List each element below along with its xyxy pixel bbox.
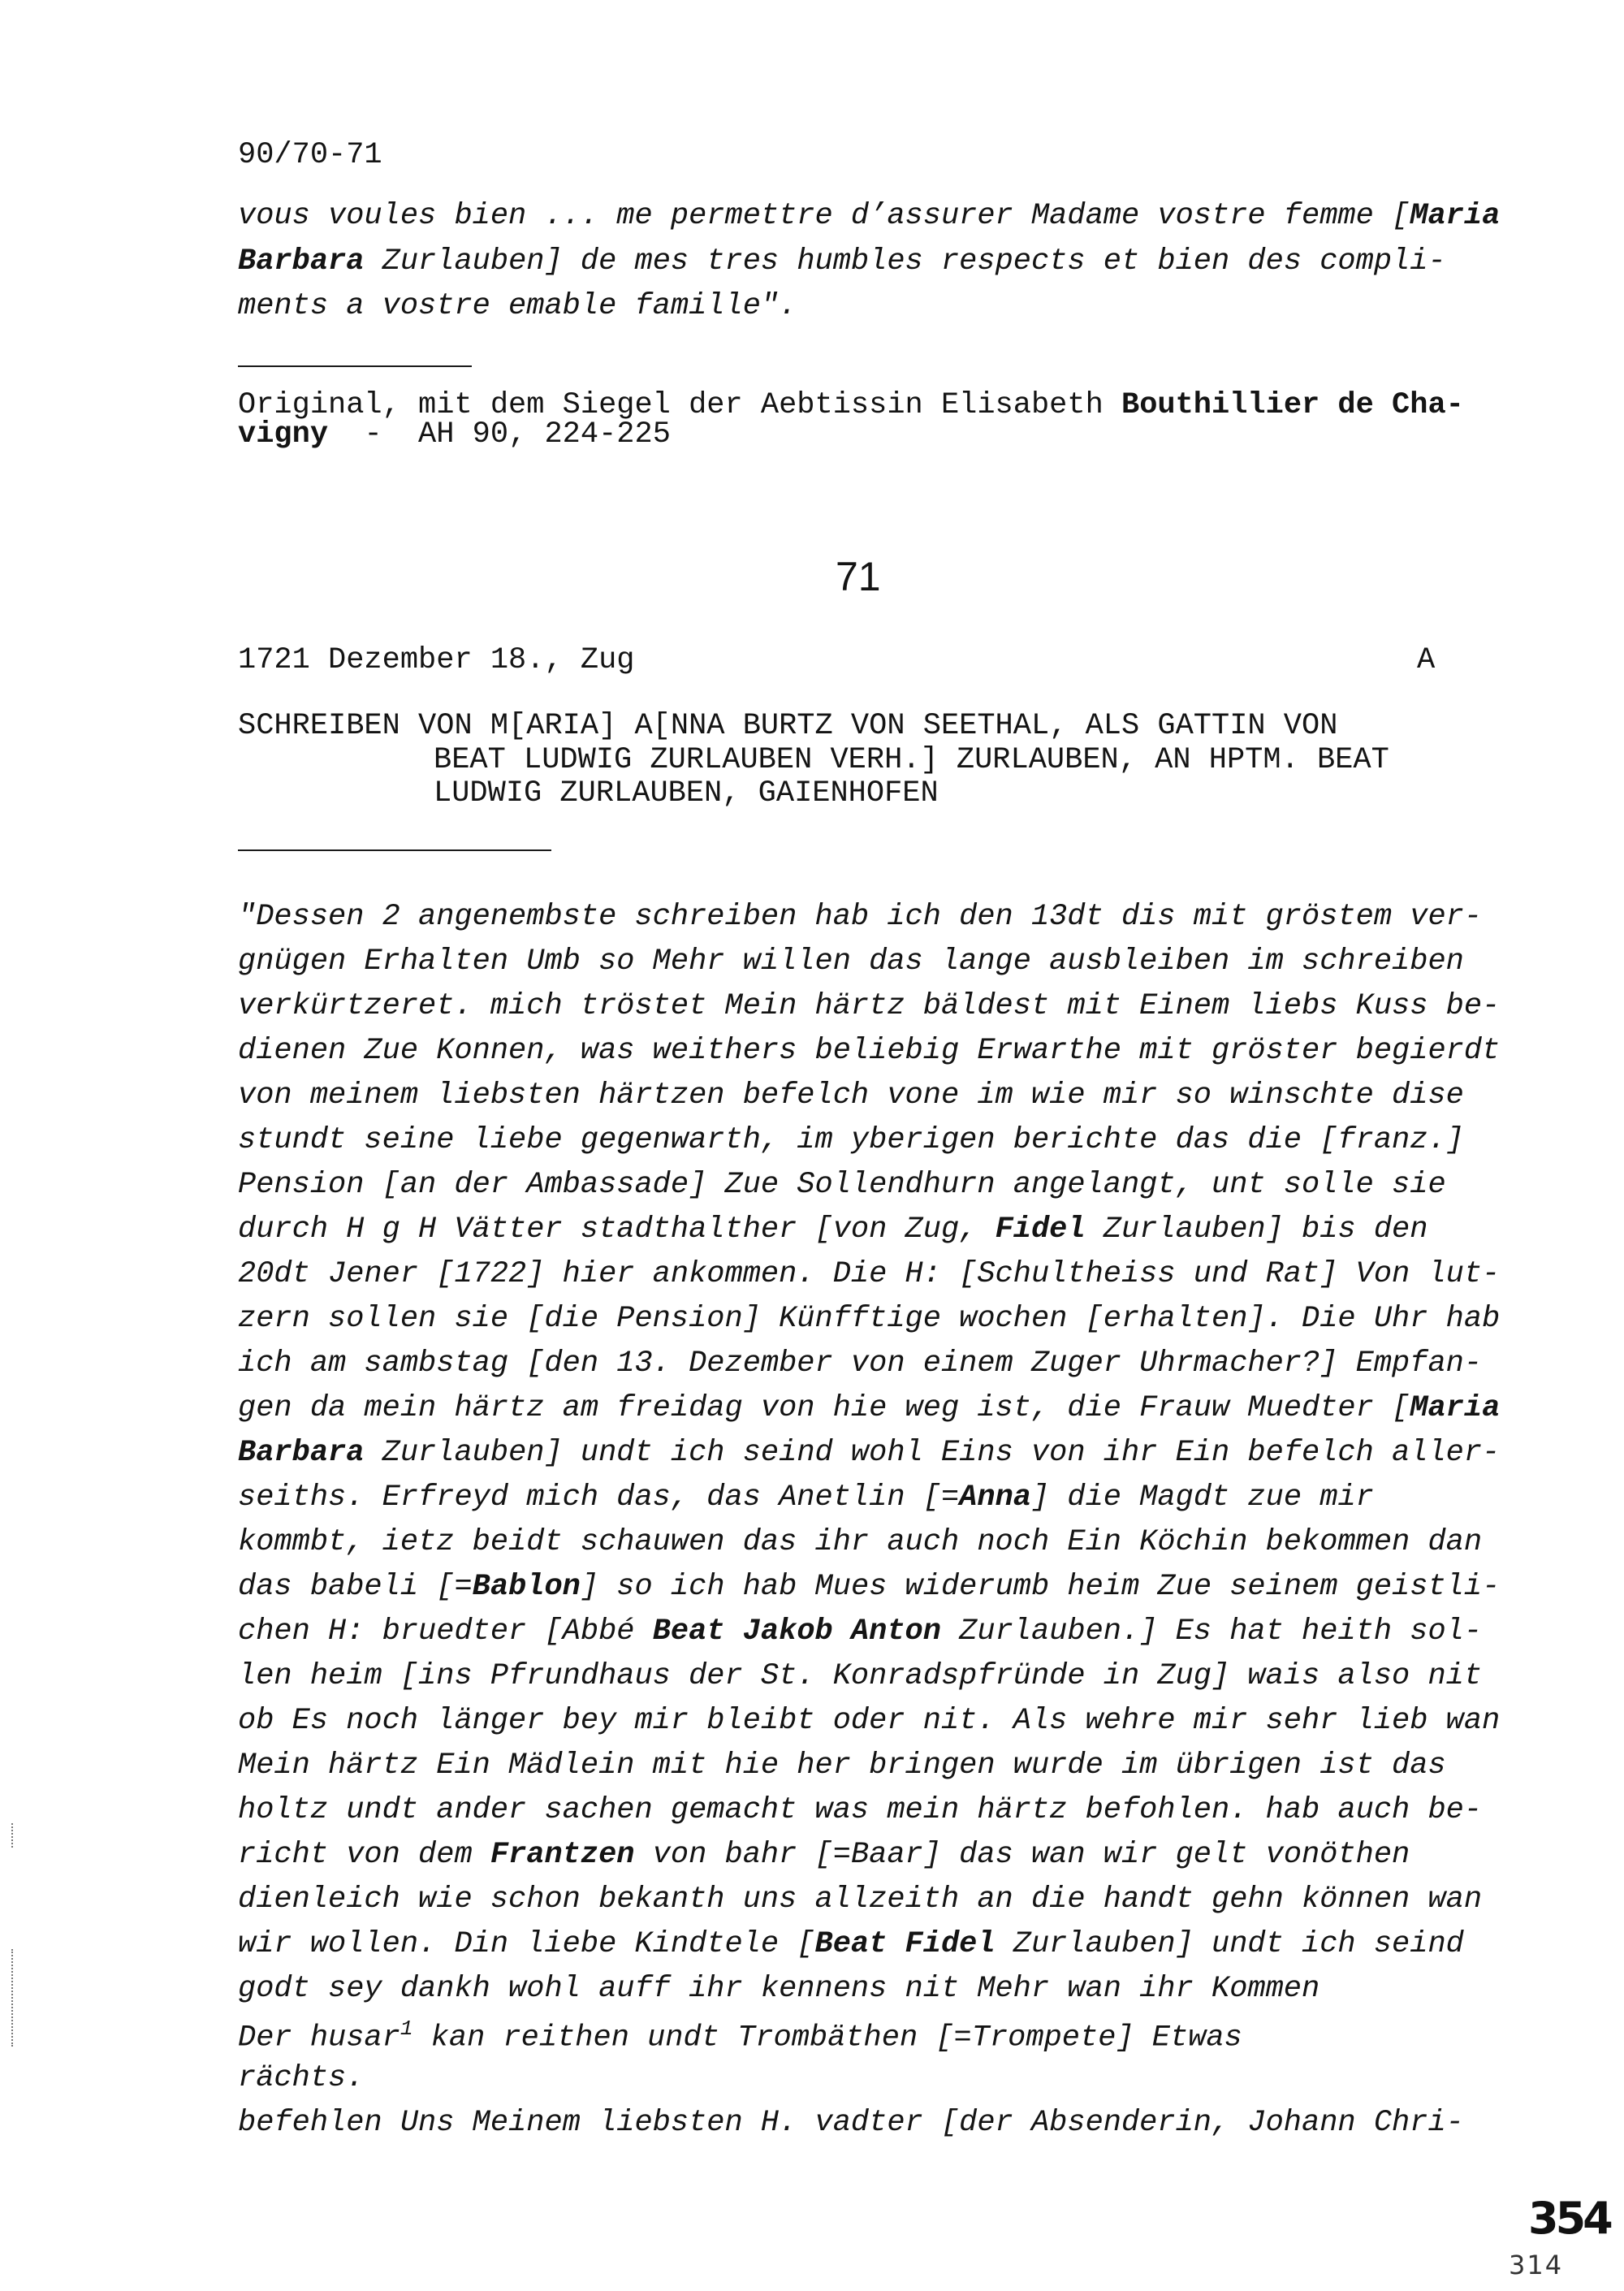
letter-line: von meinem liebsten härtzen befelch vone im wie mir so winschte dise bbox=[238, 1078, 1464, 1113]
letter-line: holtz undt ander sachen gemacht was mein härtz befohlen. hab auch be- bbox=[238, 1793, 1483, 1827]
name-anna: Anna bbox=[959, 1481, 1031, 1515]
letter-line: kommbt, ietz beidt schauwen das ihr auch noch Ein Köchin bekommen dan bbox=[238, 1525, 1483, 1559]
letter-line: ich am sambstag [den 13. Dezember von einem Zuger Uhrmacher?] Empfan- bbox=[238, 1347, 1483, 1381]
handwritten-old-number: 314 bbox=[1509, 2250, 1564, 2280]
document-number: 71 bbox=[836, 554, 881, 599]
name-barbara: Barbara bbox=[238, 1436, 365, 1470]
name-beat-fidel: Beat Fidel bbox=[814, 1927, 996, 1961]
handwritten-page-number: 354 bbox=[1528, 2193, 1610, 2244]
page-reference: 90/70-71 bbox=[238, 138, 382, 172]
name-maria: Maria bbox=[1410, 199, 1501, 233]
letter-line: Mein härtz Ein Mädlein mit hie her bringen wurde im übrigen ist das bbox=[238, 1749, 1446, 1783]
letter-line: durch H g H Vätter stadthalther [von Zug, Fidel Zurlauben] bis den bbox=[238, 1213, 1428, 1247]
scan-artifact bbox=[11, 1949, 13, 2047]
letter-line: gnügen Erhalten Umb so Mehr willen das lange ausbleiben im schreiben bbox=[238, 944, 1464, 979]
dateline-marker: A bbox=[1417, 643, 1436, 677]
footnote-separator bbox=[238, 365, 472, 367]
name-frantzen: Frantzen bbox=[490, 1838, 635, 1872]
letter-line: stundt seine liebe gegenwarth, im yberigen berichte das die [franz.] bbox=[238, 1123, 1464, 1157]
letter-line: 20dt Jener [1722] hier ankommen. Die H: [Schultheiss und Rat] Von lut- bbox=[238, 1257, 1501, 1291]
letter-line: ob Es noch länger bey mir bleibt oder nit. Als wehre mir sehr lieb wan bbox=[238, 1704, 1501, 1738]
source-note-line-2: vigny - AH 90, 224-225 bbox=[238, 417, 671, 452]
letter-line: chen H: bruedter [Abbé Beat Jakob Anton Zurlauben.] Es hat heith sol- bbox=[238, 1615, 1483, 1649]
heading-separator bbox=[238, 849, 551, 851]
name-fidel: Fidel bbox=[995, 1213, 1086, 1247]
source-note-line-1: Original, mit dem Siegel der Aebtissin Elisabeth Bouthillier de Cha- bbox=[238, 388, 1464, 422]
letter-line: Der husar$^1$ kan reithen undt Trombäthen [=Trompete] Etwas bbox=[238, 2017, 1242, 2055]
intro-line-1: vous voules bien ... me permettre d’assurer Madame vostre femme [Maria bbox=[238, 199, 1501, 233]
heading-line-3: LUDWIG ZURLAUBEN, GAIENHOFEN bbox=[434, 776, 939, 810]
letter-line: zern sollen sie [die Pension] Künfftige wochen [erhalten]. Die Uhr hab bbox=[238, 1302, 1501, 1336]
name-beat-jakob-anton: Beat Jakob Anton bbox=[652, 1615, 941, 1649]
letter-line: dienleich wie schon bekanth uns allzeith an die handt gehn können wan bbox=[238, 1883, 1483, 1917]
name-maria: Maria bbox=[1410, 1391, 1501, 1425]
name-bouthillier: Bouthillier de Cha- bbox=[1121, 388, 1464, 422]
heading-line-2: BEAT LUDWIG ZURLAUBEN VERH.] ZURLAUBEN, AN HPTM. BEAT bbox=[434, 743, 1389, 777]
letter-line: godt sey dankh wohl auff ihr kennens nit Mehr wan ihr Kommen bbox=[238, 1972, 1320, 2006]
letter-line: richt von dem Frantzen von bahr [=Baar] das wan wir gelt vonöthen bbox=[238, 1838, 1410, 1872]
intro-line-3: ments a vostre emable famille". bbox=[238, 289, 797, 323]
letter-line: dienen Zue Konnen, was weithers beliebig Erwarthe mit gröster begierdt bbox=[238, 1034, 1501, 1068]
letter-line: das babeli [=Bablon] so ich hab Mues widerumb heim Zue seinem geistli- bbox=[238, 1570, 1501, 1604]
letter-line: Pension [an der Ambassade] Zue Sollendhurn angelangt, unt solle sie bbox=[238, 1168, 1446, 1202]
letter-line: befehlen Uns Meinem liebsten H. vadter [der Absenderin, Johann Chri- bbox=[238, 2106, 1464, 2140]
letter-line: seiths. Erfreyd mich das, das Anetlin [=Anna] die Magdt zue mir bbox=[238, 1481, 1374, 1515]
scan-artifact bbox=[11, 1823, 13, 1848]
letter-line: len heim [ins Pfrundhaus der St. Konradspfründe in Zug] wais also nit bbox=[238, 1659, 1483, 1693]
letter-line: verkürtzeret. mich tröstet Mein härtz bäldest mit Einem liebs Kuss be- bbox=[238, 989, 1501, 1023]
name-chavigny: vigny bbox=[238, 417, 329, 452]
letter-line: Barbara Zurlauben] undt ich seind wohl Eins von ihr Ein befelch aller- bbox=[238, 1436, 1501, 1470]
letter-line: rächts. bbox=[238, 2061, 365, 2095]
letter-line: wir wollen. Din liebe Kindtele [Beat Fidel Zurlauben] undt ich seind bbox=[238, 1927, 1464, 1961]
intro-line-2: Barbara Zurlauben] de mes tres humbles respects et bien des compli- bbox=[238, 244, 1446, 279]
name-barbara: Barbara bbox=[238, 244, 365, 279]
letter-line: "Dessen 2 angenembste schreiben hab ich den 13dt dis mit gröstem ver- bbox=[238, 900, 1483, 934]
dateline: 1721 Dezember 18., Zug bbox=[238, 643, 635, 677]
letter-line: gen da mein härtz am freidag von hie weg ist, die Frauw Muedter [Maria bbox=[238, 1391, 1501, 1425]
name-bablon: Bablon bbox=[472, 1570, 581, 1604]
footnote-marker: 1 bbox=[400, 2017, 413, 2041]
heading-line-1: SCHREIBEN VON M[ARIA] A[NNA BURTZ VON SEETHAL, ALS GATTIN VON bbox=[238, 709, 1338, 743]
